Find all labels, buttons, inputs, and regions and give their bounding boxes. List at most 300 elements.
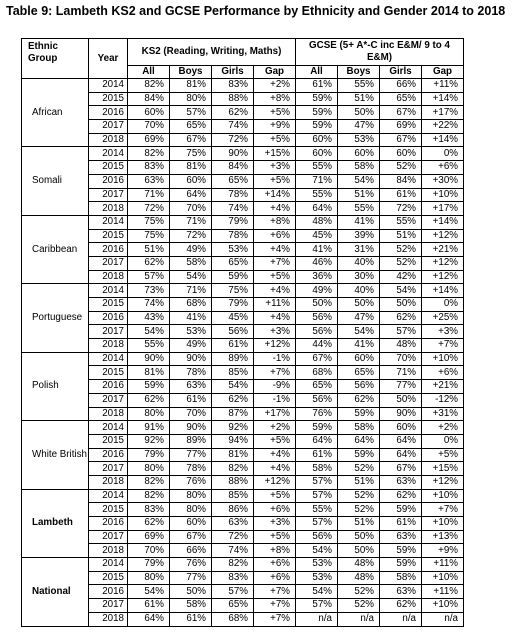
- value-cell: 55%: [296, 188, 338, 202]
- value-cell: 71%: [128, 188, 170, 202]
- value-cell: 56%: [338, 380, 380, 394]
- table-row: [22, 133, 464, 147]
- value-cell: 67%: [170, 530, 212, 544]
- value-cell: 61%: [170, 612, 212, 626]
- value-cell: 66%: [380, 79, 422, 93]
- year-cell: 2015: [89, 434, 128, 448]
- table-row: [22, 448, 464, 462]
- subheader-ks2-boys: Boys: [170, 66, 212, 79]
- value-cell: 62%: [212, 393, 254, 407]
- value-cell: 60%: [296, 133, 338, 147]
- year-cell: 2017: [89, 120, 128, 134]
- year-cell: 2017: [89, 393, 128, 407]
- value-cell: 60%: [338, 352, 380, 366]
- value-cell: +6%: [422, 161, 464, 175]
- subheader-ks2-all: All: [128, 66, 170, 79]
- group-label: Portuguese: [22, 284, 89, 352]
- value-cell: 36%: [296, 270, 338, 284]
- value-cell: n/a: [296, 612, 338, 626]
- subheader-ks2-girls: Girls: [212, 66, 254, 79]
- year-cell: 2016: [89, 243, 128, 257]
- value-cell: 74%: [128, 298, 170, 312]
- value-cell: +14%: [422, 92, 464, 106]
- value-cell: 71%: [380, 366, 422, 380]
- value-cell: +5%: [254, 270, 296, 284]
- value-cell: 76%: [296, 407, 338, 421]
- value-cell: n/a: [422, 612, 464, 626]
- value-cell: +10%: [422, 352, 464, 366]
- value-cell: 59%: [338, 407, 380, 421]
- value-cell: 58%: [380, 571, 422, 585]
- value-cell: 51%: [338, 475, 380, 489]
- value-cell: +4%: [254, 202, 296, 216]
- value-cell: 48%: [296, 215, 338, 229]
- value-cell: 59%: [380, 544, 422, 558]
- value-cell: +14%: [422, 284, 464, 298]
- year-cell: 2016: [89, 517, 128, 531]
- value-cell: 61%: [380, 188, 422, 202]
- value-cell: 80%: [128, 571, 170, 585]
- year-cell: 2016: [89, 174, 128, 188]
- value-cell: 60%: [380, 421, 422, 435]
- value-cell: +12%: [422, 475, 464, 489]
- value-cell: 57%: [296, 475, 338, 489]
- year-cell: 2014: [89, 284, 128, 298]
- value-cell: +13%: [422, 530, 464, 544]
- value-cell: 69%: [128, 530, 170, 544]
- value-cell: 49%: [170, 339, 212, 353]
- value-cell: 47%: [338, 311, 380, 325]
- value-cell: 53%: [170, 325, 212, 339]
- value-cell: +10%: [422, 489, 464, 503]
- year-cell: 2014: [89, 215, 128, 229]
- value-cell: 71%: [296, 174, 338, 188]
- year-cell: 2014: [89, 421, 128, 435]
- value-cell: 43%: [128, 311, 170, 325]
- table-row: [22, 147, 464, 161]
- performance-table: [21, 38, 464, 627]
- value-cell: 50%: [338, 530, 380, 544]
- value-cell: 72%: [212, 530, 254, 544]
- value-cell: 63%: [212, 517, 254, 531]
- value-cell: 74%: [212, 202, 254, 216]
- table-row: [22, 92, 464, 106]
- value-cell: +12%: [422, 270, 464, 284]
- value-cell: 52%: [338, 599, 380, 613]
- value-cell: 55%: [296, 503, 338, 517]
- group-label: Polish: [22, 352, 89, 420]
- value-cell: +9%: [254, 120, 296, 134]
- value-cell: 65%: [212, 174, 254, 188]
- value-cell: 62%: [128, 393, 170, 407]
- value-cell: +17%: [254, 407, 296, 421]
- value-cell: 88%: [212, 92, 254, 106]
- group-label: African: [22, 79, 89, 147]
- value-cell: +5%: [254, 174, 296, 188]
- table-row: [22, 475, 464, 489]
- value-cell: 63%: [380, 585, 422, 599]
- value-cell: 39%: [338, 229, 380, 243]
- table-row: [22, 571, 464, 585]
- value-cell: +5%: [422, 448, 464, 462]
- value-cell: +30%: [422, 174, 464, 188]
- value-cell: 81%: [170, 161, 212, 175]
- value-cell: 86%: [212, 503, 254, 517]
- value-cell: +21%: [422, 380, 464, 394]
- value-cell: 53%: [296, 571, 338, 585]
- table-row: [22, 530, 464, 544]
- value-cell: 41%: [296, 243, 338, 257]
- value-cell: 62%: [212, 106, 254, 120]
- value-cell: 82%: [128, 79, 170, 93]
- value-cell: +7%: [254, 366, 296, 380]
- value-cell: +3%: [254, 161, 296, 175]
- value-cell: 58%: [296, 462, 338, 476]
- value-cell: 78%: [212, 188, 254, 202]
- value-cell: 62%: [128, 517, 170, 531]
- subheader-ks2-gap: Gap: [254, 66, 296, 79]
- table-row: [22, 229, 464, 243]
- year-cell: 2018: [89, 270, 128, 284]
- value-cell: 77%: [380, 380, 422, 394]
- table-row: [22, 188, 464, 202]
- value-cell: 76%: [170, 475, 212, 489]
- value-cell: 80%: [128, 407, 170, 421]
- value-cell: +11%: [254, 298, 296, 312]
- value-cell: 61%: [128, 599, 170, 613]
- value-cell: +21%: [422, 243, 464, 257]
- value-cell: 90%: [128, 352, 170, 366]
- value-cell: 60%: [338, 147, 380, 161]
- value-cell: 59%: [338, 448, 380, 462]
- value-cell: 40%: [338, 284, 380, 298]
- value-cell: 41%: [170, 311, 212, 325]
- value-cell: n/a: [338, 612, 380, 626]
- table-row: [22, 215, 464, 229]
- value-cell: 60%: [380, 147, 422, 161]
- value-cell: 52%: [380, 161, 422, 175]
- value-cell: 70%: [128, 544, 170, 558]
- subheader-gcse-girls: Girls: [380, 66, 422, 79]
- value-cell: +7%: [422, 503, 464, 517]
- year-cell: 2017: [89, 188, 128, 202]
- value-cell: 72%: [212, 133, 254, 147]
- value-cell: 65%: [380, 92, 422, 106]
- value-cell: 50%: [296, 298, 338, 312]
- value-cell: 59%: [380, 503, 422, 517]
- value-cell: 75%: [128, 215, 170, 229]
- value-cell: 82%: [212, 462, 254, 476]
- year-cell: 2014: [89, 558, 128, 572]
- value-cell: 57%: [128, 270, 170, 284]
- value-cell: 82%: [128, 489, 170, 503]
- year-cell: 2016: [89, 380, 128, 394]
- value-cell: 72%: [128, 202, 170, 216]
- value-cell: 74%: [212, 120, 254, 134]
- value-cell: 88%: [212, 475, 254, 489]
- value-cell: 73%: [128, 284, 170, 298]
- value-cell: +2%: [254, 421, 296, 435]
- value-cell: 58%: [170, 599, 212, 613]
- value-cell: +6%: [254, 571, 296, 585]
- header-ks2: KS2 (Reading, Writing, Maths): [128, 39, 296, 66]
- value-cell: -1%: [254, 393, 296, 407]
- value-cell: 57%: [296, 517, 338, 531]
- year-cell: 2018: [89, 339, 128, 353]
- table-row: [22, 284, 464, 298]
- value-cell: 80%: [128, 462, 170, 476]
- value-cell: 56%: [296, 530, 338, 544]
- table-row: [22, 585, 464, 599]
- year-cell: 2016: [89, 448, 128, 462]
- value-cell: 60%: [170, 517, 212, 531]
- value-cell: 91%: [128, 421, 170, 435]
- table-row: [22, 106, 464, 120]
- value-cell: +4%: [254, 462, 296, 476]
- value-cell: 42%: [380, 270, 422, 284]
- table-row: [22, 544, 464, 558]
- value-cell: 46%: [296, 256, 338, 270]
- year-cell: 2017: [89, 530, 128, 544]
- value-cell: +10%: [422, 188, 464, 202]
- value-cell: +12%: [422, 256, 464, 270]
- value-cell: +3%: [422, 325, 464, 339]
- value-cell: +5%: [254, 489, 296, 503]
- value-cell: 67%: [296, 352, 338, 366]
- value-cell: 53%: [338, 133, 380, 147]
- value-cell: 65%: [170, 120, 212, 134]
- value-cell: 55%: [128, 339, 170, 353]
- value-cell: -1%: [254, 352, 296, 366]
- value-cell: 71%: [170, 215, 212, 229]
- value-cell: +11%: [422, 558, 464, 572]
- year-cell: 2017: [89, 599, 128, 613]
- year-cell: 2016: [89, 106, 128, 120]
- value-cell: 81%: [170, 79, 212, 93]
- header-ethnic-group: Ethnic Group: [22, 39, 89, 79]
- value-cell: 70%: [380, 352, 422, 366]
- value-cell: +15%: [254, 147, 296, 161]
- value-cell: 64%: [296, 202, 338, 216]
- value-cell: +7%: [254, 599, 296, 613]
- table-title: Table 9: Lambeth KS2 and GCSE Performance by Ethnicity and Gender 2014 to 2018: [6, 4, 506, 18]
- value-cell: 75%: [170, 147, 212, 161]
- value-cell: 80%: [170, 489, 212, 503]
- table-row: [22, 599, 464, 613]
- value-cell: +2%: [422, 421, 464, 435]
- value-cell: 63%: [128, 174, 170, 188]
- value-cell: 78%: [170, 462, 212, 476]
- value-cell: +4%: [254, 448, 296, 462]
- year-cell: 2016: [89, 585, 128, 599]
- value-cell: 85%: [212, 366, 254, 380]
- value-cell: 61%: [296, 448, 338, 462]
- value-cell: 59%: [296, 92, 338, 106]
- value-cell: n/a: [380, 612, 422, 626]
- value-cell: 53%: [296, 558, 338, 572]
- value-cell: 58%: [170, 256, 212, 270]
- value-cell: +14%: [254, 188, 296, 202]
- value-cell: 77%: [170, 571, 212, 585]
- value-cell: 50%: [338, 544, 380, 558]
- value-cell: 41%: [338, 215, 380, 229]
- value-cell: 65%: [296, 380, 338, 394]
- value-cell: 54%: [212, 380, 254, 394]
- value-cell: 44%: [296, 339, 338, 353]
- value-cell: 71%: [170, 284, 212, 298]
- value-cell: 64%: [296, 434, 338, 448]
- table-row: [22, 489, 464, 503]
- value-cell: 79%: [128, 558, 170, 572]
- value-cell: 51%: [338, 188, 380, 202]
- value-cell: 57%: [212, 585, 254, 599]
- value-cell: 54%: [128, 325, 170, 339]
- value-cell: 92%: [128, 434, 170, 448]
- value-cell: 62%: [338, 393, 380, 407]
- subheader-gcse-boys: Boys: [338, 66, 380, 79]
- value-cell: 67%: [380, 462, 422, 476]
- value-cell: 63%: [380, 475, 422, 489]
- value-cell: 48%: [380, 339, 422, 353]
- value-cell: 50%: [338, 106, 380, 120]
- year-cell: 2015: [89, 298, 128, 312]
- table-row: [22, 393, 464, 407]
- value-cell: 0%: [422, 147, 464, 161]
- value-cell: 54%: [338, 174, 380, 188]
- value-cell: +11%: [422, 79, 464, 93]
- value-cell: 68%: [296, 366, 338, 380]
- value-cell: 54%: [170, 270, 212, 284]
- table-row: [22, 366, 464, 380]
- value-cell: 47%: [338, 120, 380, 134]
- value-cell: 55%: [338, 202, 380, 216]
- value-cell: 60%: [296, 147, 338, 161]
- value-cell: 83%: [128, 503, 170, 517]
- value-cell: 64%: [128, 612, 170, 626]
- year-cell: 2015: [89, 503, 128, 517]
- year-cell: 2018: [89, 475, 128, 489]
- table-row: [22, 352, 464, 366]
- value-cell: 84%: [212, 161, 254, 175]
- table-row: [22, 270, 464, 284]
- table-row: [22, 517, 464, 531]
- value-cell: +10%: [422, 571, 464, 585]
- value-cell: +2%: [254, 79, 296, 93]
- value-cell: 31%: [338, 243, 380, 257]
- value-cell: +5%: [254, 530, 296, 544]
- value-cell: 64%: [380, 434, 422, 448]
- value-cell: 48%: [338, 558, 380, 572]
- value-cell: 60%: [170, 174, 212, 188]
- group-label: White British: [22, 421, 89, 489]
- value-cell: +6%: [254, 503, 296, 517]
- header-gcse: GCSE (5+ A*-C inc E&M/ 9 to 4 E&M): [296, 39, 464, 66]
- value-cell: 75%: [128, 229, 170, 243]
- year-cell: 2015: [89, 92, 128, 106]
- value-cell: 78%: [170, 366, 212, 380]
- value-cell: 77%: [170, 448, 212, 462]
- value-cell: 81%: [212, 448, 254, 462]
- value-cell: 0%: [422, 434, 464, 448]
- value-cell: 52%: [380, 243, 422, 257]
- value-cell: 64%: [338, 434, 380, 448]
- year-cell: 2015: [89, 229, 128, 243]
- table-row: [22, 503, 464, 517]
- value-cell: +15%: [422, 462, 464, 476]
- value-cell: 64%: [380, 448, 422, 462]
- value-cell: +4%: [254, 284, 296, 298]
- value-cell: 57%: [380, 325, 422, 339]
- value-cell: 67%: [380, 133, 422, 147]
- group-label: Somali: [22, 147, 89, 215]
- table-body: [22, 79, 464, 627]
- table-row: [22, 243, 464, 257]
- value-cell: 54%: [296, 585, 338, 599]
- year-cell: 2014: [89, 79, 128, 93]
- value-cell: 54%: [296, 544, 338, 558]
- value-cell: 45%: [212, 311, 254, 325]
- value-cell: 69%: [380, 120, 422, 134]
- table-row: [22, 421, 464, 435]
- value-cell: 41%: [338, 339, 380, 353]
- value-cell: 58%: [338, 421, 380, 435]
- value-cell: +17%: [422, 106, 464, 120]
- value-cell: 80%: [170, 503, 212, 517]
- value-cell: 82%: [128, 147, 170, 161]
- table-row: [22, 311, 464, 325]
- value-cell: 55%: [296, 161, 338, 175]
- value-cell: 30%: [338, 270, 380, 284]
- value-cell: 60%: [128, 106, 170, 120]
- value-cell: +7%: [422, 339, 464, 353]
- value-cell: +8%: [254, 544, 296, 558]
- value-cell: +7%: [254, 585, 296, 599]
- value-cell: 72%: [380, 202, 422, 216]
- value-cell: 52%: [380, 256, 422, 270]
- value-cell: 61%: [170, 393, 212, 407]
- table-row: [22, 256, 464, 270]
- value-cell: 0%: [422, 298, 464, 312]
- value-cell: 68%: [170, 298, 212, 312]
- value-cell: -9%: [254, 380, 296, 394]
- group-label: Caribbean: [22, 215, 89, 283]
- value-cell: 52%: [338, 489, 380, 503]
- value-cell: 89%: [170, 434, 212, 448]
- table-row: [22, 380, 464, 394]
- value-cell: 84%: [380, 174, 422, 188]
- value-cell: 90%: [170, 352, 212, 366]
- table-row: [22, 79, 464, 93]
- value-cell: 85%: [212, 489, 254, 503]
- value-cell: 62%: [380, 599, 422, 613]
- value-cell: +12%: [422, 229, 464, 243]
- value-cell: 56%: [296, 393, 338, 407]
- subheader-gcse-all: All: [296, 66, 338, 79]
- value-cell: 53%: [212, 243, 254, 257]
- year-cell: 2016: [89, 311, 128, 325]
- value-cell: +9%: [422, 544, 464, 558]
- value-cell: 74%: [212, 544, 254, 558]
- table-row: [22, 434, 464, 448]
- value-cell: 50%: [170, 585, 212, 599]
- value-cell: 52%: [338, 585, 380, 599]
- value-cell: 90%: [170, 421, 212, 435]
- value-cell: 58%: [338, 161, 380, 175]
- value-cell: +11%: [422, 585, 464, 599]
- group-label: Lambeth: [22, 489, 89, 557]
- value-cell: 51%: [338, 517, 380, 531]
- value-cell: 72%: [170, 229, 212, 243]
